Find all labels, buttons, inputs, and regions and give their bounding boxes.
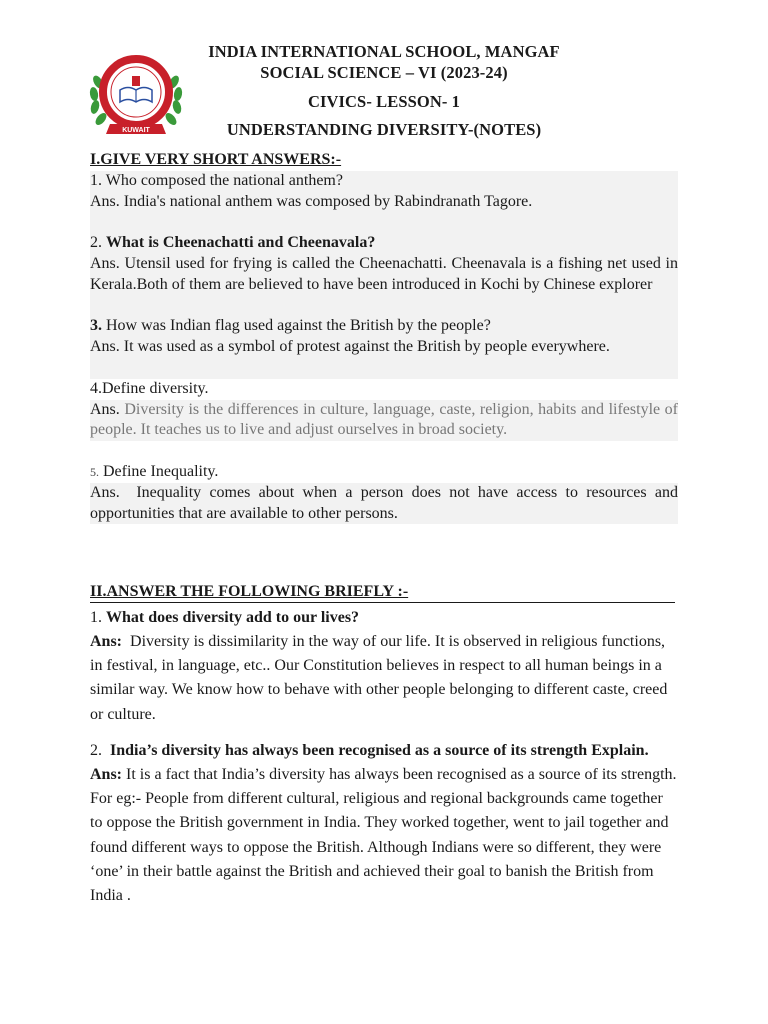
- question-b2: 2. India’s diversity has always been recognised as a source of its strength Explain.: [90, 741, 649, 759]
- answer-b1: Ans: Diversity is dissimilarity in the way of our life. It is observed in religious functions, in festival, in language, etc.. Our Constitution believes in respect to all human beings in a similar way. We know how to behave with other people belonging to different caste, creed or culture.: [90, 633, 668, 723]
- question-3: 3. How was Indian flag used against the British by the people?: [90, 317, 491, 335]
- school-logo-icon: [88, 52, 184, 140]
- question-4: 4.Define diversity.: [90, 379, 209, 397]
- question-2: 2. What is Cheenachatti and Cheenavala?: [90, 234, 376, 252]
- section-brief-answers: [90, 582, 678, 908]
- subject-line: SOCIAL SCIENCE – VI (2023-24): [260, 63, 508, 82]
- answer-4: Ans. Diversity is the differences in culture, language, caste, religion, habits and lifestyle of people. It teaches us to live and adjust ourselves in broad society.: [90, 400, 679, 439]
- topic-line: UNDERSTANDING DIVERSITY-(NOTES): [226, 120, 542, 139]
- answer-1: Ans. India's national anthem was composed by Rabindranath Tagore.: [90, 192, 533, 210]
- lesson-line: CIVICS- LESSON- 1: [307, 92, 461, 111]
- svg-text:KUWAIT: KUWAIT: [122, 127, 150, 134]
- question-5: 5. Define Inequality.: [90, 462, 219, 480]
- answer-3: Ans. It was used as a symbol of protest against the British by people everywhere.: [90, 338, 610, 356]
- question-1: 1. Who composed the national anthem?: [90, 171, 343, 189]
- section-short-answers: [90, 150, 678, 524]
- section-title-2: II.ANSWER THE FOLLOWING BRIEFLY :-: [90, 582, 675, 603]
- answer-2: Ans. Utensil used for frying is called the Cheenachatti. Cheenavala is a fishing net used in Kerala.Both of them are believed to have been introduced in Kochi by Chinese explorer: [90, 254, 679, 293]
- answer-b2: Ans: It is a fact that India’s diversity has always been recognised as a source of its strength. For eg:- People from different cultural, religious and regional backgrounds came together to oppose the British government in India. They worked together, went to jail together and found different ways to oppose the British. Although Indians were so different, they were ‘one’ in their battle against the British and achieved their goal to banish the British from India .: [90, 766, 677, 905]
- school-name: INDIA INTERNATIONAL SCHOOL, MANGAF: [208, 42, 560, 61]
- question-b1: 1. What does diversity add to our lives?: [90, 609, 360, 626]
- kuwait-banner: [106, 124, 166, 134]
- answer-5: Ans. Inequality comes about when a person does not have access to resources and opportunities that are available to other persons.: [90, 483, 678, 522]
- qa-block: [90, 171, 678, 379]
- section-title: I.GIVE VERY SHORT ANSWERS:-: [90, 151, 342, 168]
